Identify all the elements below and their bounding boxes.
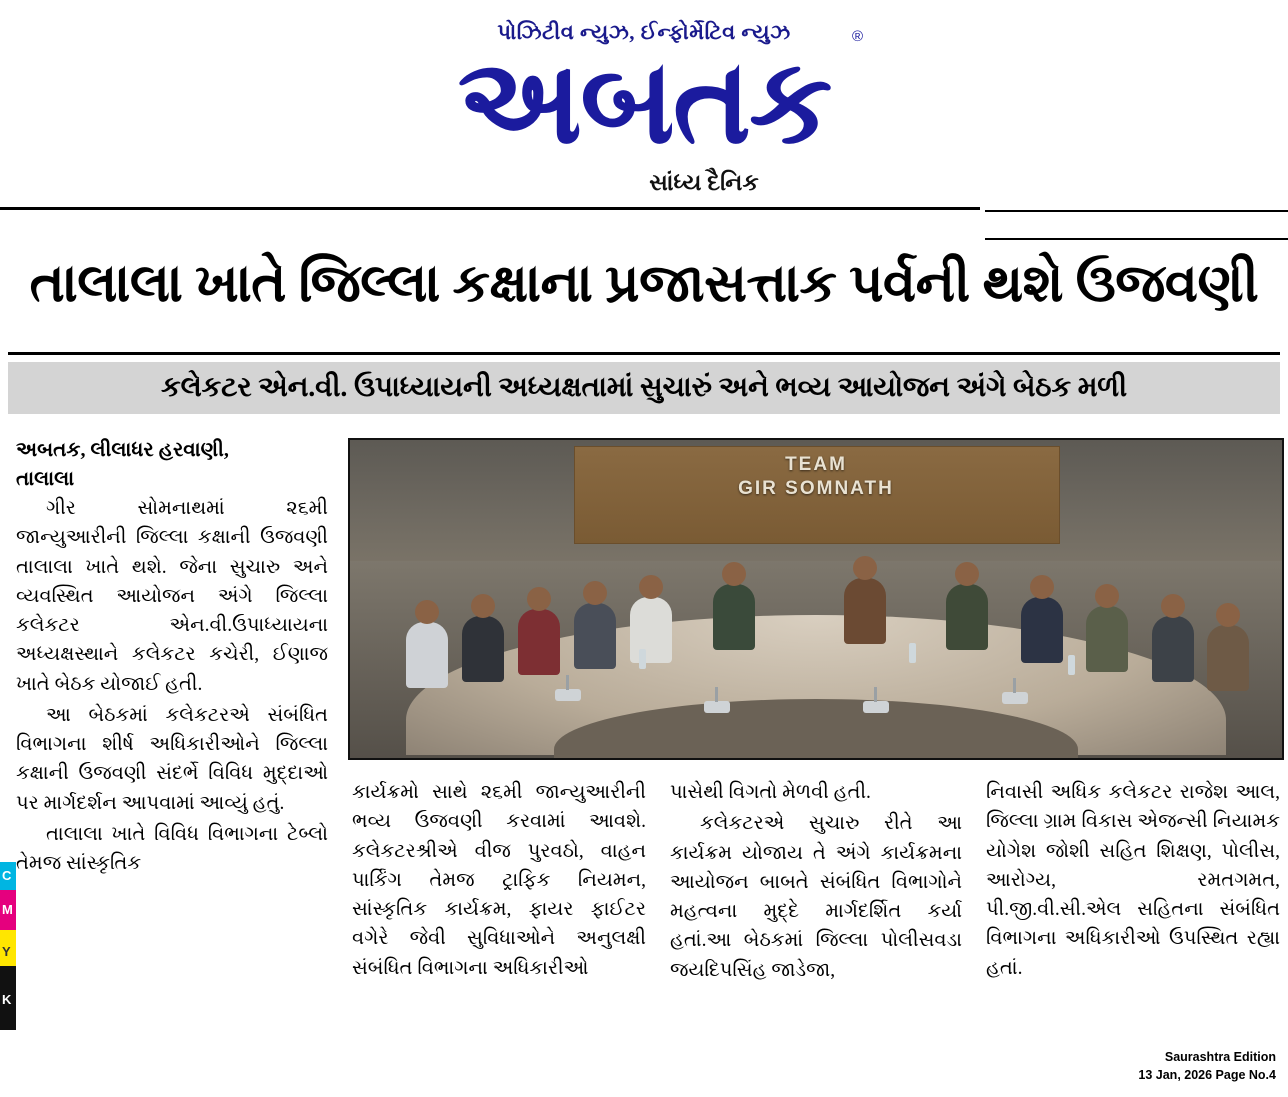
photo-microphone	[863, 701, 889, 713]
paragraph: ગીર સોમનાથમાં ૨૬મી જાન્યુઆરીની જિલ્લા કક્ષાની ઉજવણી તાલાલા ખાતે થશે. જેના સુચારુ અને વ્યવસ્થિત આયોજન અંગે જિલ્લા કલેકટર એન.વી.ઉપાધ્યાયના અધ્યક્ષસ્થાને કલેકટર કચેરી, ઈણાજ ખાતે બેઠક યોજાઈ હતી.	[16, 498, 328, 695]
divider-under-headline	[8, 352, 1280, 355]
photo-water-bottle	[639, 649, 646, 669]
subheadline-band	[8, 362, 1280, 414]
photo-person	[713, 584, 755, 650]
registration-color-bars	[0, 862, 16, 1030]
photo-water-bottle	[1068, 655, 1075, 675]
masthead-title: અબતક	[457, 37, 831, 168]
photo-banner-line-2: GIR SOMNATH	[738, 478, 894, 500]
photo-microphone	[704, 701, 730, 713]
article-body	[8, 430, 1280, 1040]
article-column-3	[670, 778, 962, 987]
photo-table-inner	[554, 699, 1079, 760]
photo-person	[630, 597, 672, 663]
photo-person	[574, 603, 616, 669]
masthead-subtitle-text: સાંધ્ય દૈનિક	[649, 170, 759, 195]
article-column-1	[16, 494, 328, 880]
photo-person-chairperson	[844, 578, 886, 644]
photo-banner-text	[574, 453, 1059, 502]
article-photo	[348, 438, 1284, 760]
divider-second-right	[985, 238, 1288, 240]
color-bar-label-c: C	[2, 868, 12, 883]
page-footer	[1138, 1048, 1276, 1086]
photo-water-bottle	[909, 643, 916, 663]
subheadline: કલેકટર એન.વી. ઉપાધ્યાયની અધ્યક્ષતામાં સુચારું અને ભવ્ય આયોજન અંગે બેઠક મળી	[161, 372, 1127, 403]
paragraph: તાલાલા ખાતે વિવિધ વિભાગના ટેબ્લો તેમજ સાંસ્કૃતિક	[16, 823, 328, 874]
page-title: તાલાલા ખાતે જિલ્લા કક્ષાના પ્રજાસત્તાક પર્વની થશે ઉજવણી	[29, 255, 1259, 313]
paragraph: નિવાસી અધિક કલેકટર રાજેશ આલ, જિલ્લા ગ્રામ વિકાસ એજન્સી નિયામક યોગેશ જોશી સહિત શિક્ષણ, પોલીસ, આરોગ્ય, રમતગમત, પી.જી.વી.સી.એલ સહિતના સંબંધિત વિભાગના અધિકારીઓ ઉપસ્થિત રહ્યા હતાં.	[986, 782, 1280, 979]
photo-person	[1021, 597, 1063, 663]
divider-top-left	[0, 207, 980, 210]
photo-person	[406, 622, 448, 688]
headline-block	[0, 246, 1288, 356]
color-bar-label-m: M	[2, 902, 13, 917]
paragraph: પાસેથી વિગતો મેળવી હતી.	[670, 782, 871, 803]
photo-person	[946, 584, 988, 650]
color-bar-label-k: K	[2, 992, 12, 1007]
divider-top-right	[985, 210, 1288, 212]
paragraph: આ બેઠકમાં કલેકટરએ સંબંધિત વિભાગના શીર્ષ અધિકારીઓને જિલ્લા કક્ષાની ઉજવણી સંદર્ભે વિવિધ મુદ્દાઓ પર માર્ગદર્શન આપવામાં આવ્યું હતું.	[16, 704, 328, 814]
photo-person	[1207, 625, 1249, 691]
photo-microphone	[555, 689, 581, 701]
paragraph: કાર્યક્રમો સાથે ૨૬મી જાન્યુઆરીની ભવ્ય ઉજવણી કરવામાં આવશે. કલેકટરશ્રીએ વીજ પુરવઠો, વાહન પાર્કિંગ તેમજ ટ્રાફિક નિયમન, સાંસ્કૃતિક કાર્યક્રમ, ફાયર ફાઈટર વગેરે જેવી સુવિધાઓને અનુલક્ષી સંબંધિત વિભાગના અધિકારીઓ	[352, 782, 646, 979]
paragraph: કલેકટરએ સુચારુ રીતે આ કાર્યક્રમ યોજાય તે અંગે કાર્યક્રમના આયોજન બાબતે સંબંધિત વિભાગોને મહત્વના મુદ્દે માર્ગદર્શિત કર્યા હતાં.આ બેઠકમાં જિલ્લા પોલીસવડા જયદિપસિંહ જાડેજા,	[670, 813, 962, 981]
photo-microphone	[1002, 692, 1028, 704]
byline-line-2: તાલાલા	[16, 468, 75, 490]
photo-person	[462, 616, 504, 682]
photo-person	[518, 609, 560, 675]
article-column-2	[352, 778, 646, 985]
article-column-4	[986, 778, 1280, 985]
edition-label: Saurashtra Edition	[1164, 1049, 1276, 1064]
date-page-label: 13 Jan, 2026 Page No.4	[1138, 1068, 1276, 1083]
masthead-subtitle	[0, 170, 1288, 196]
byline-line-1: અબતક, લીલાધર હરવાણી,	[16, 439, 229, 461]
masthead	[0, 0, 1288, 208]
color-bar-label-y: Y	[2, 944, 11, 959]
masthead-tagline: પોઝિટીવ ન્યુઝ, ઈન્ફોર્મેટિવ ન્યુઝ	[497, 20, 791, 44]
photo-person	[1152, 616, 1194, 682]
photo-person	[1086, 606, 1128, 672]
byline	[16, 436, 326, 494]
registered-mark-icon: ®	[852, 28, 864, 45]
photo-banner-line-1: TEAM	[785, 453, 847, 475]
